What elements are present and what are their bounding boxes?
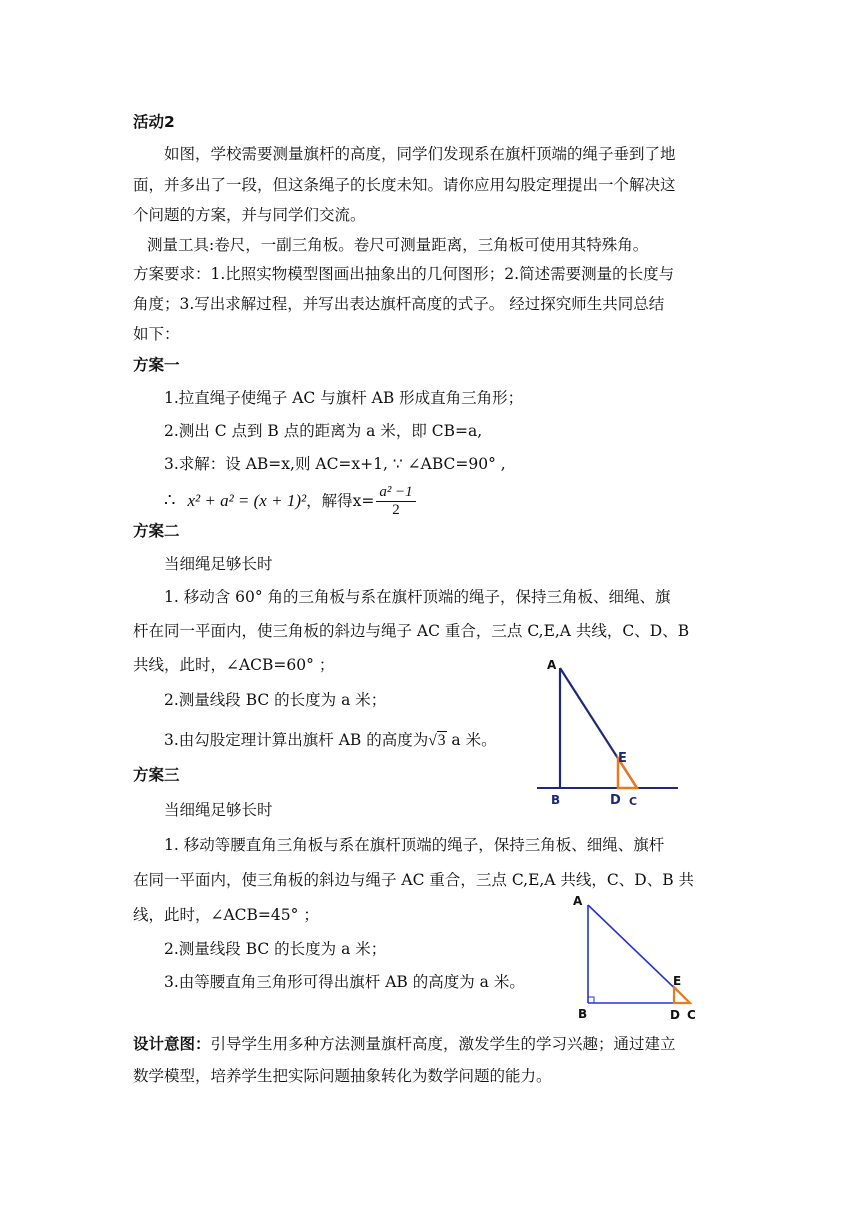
- label-c: C: [629, 795, 638, 808]
- plan2-step1-line-2: 杆在同一平面内，使三角板的斜边与绳子 AC 重合，三点 C,E,A 共线，C、D、B: [133, 622, 690, 640]
- design-intent-line-2: 数学模型，培养学生把实际问题抽象转化为数学问题的能力。: [133, 1067, 552, 1085]
- plan3-title: 方案三: [133, 766, 180, 784]
- plan2-step3-suffix: a 米。: [446, 731, 497, 749]
- requirements-line-2: 角度；3.写出求解过程，并写出表达旗杆高度的式子。 经过探究师生共同总结: [133, 295, 665, 313]
- plan1-fraction: [376, 484, 415, 519]
- right-angle-mark: [588, 997, 594, 1003]
- label-b: B: [551, 793, 561, 807]
- plan1-equation-line: [164, 480, 416, 522]
- plan3-step3: 3.由等腰直角三角形可得出旗杆 AB 的高度为 a 米。: [164, 973, 525, 991]
- set-square-45: [674, 987, 690, 1003]
- plan1-title: 方案一: [133, 356, 180, 374]
- plan1-equation: x² + a² = (x + 1)²: [187, 491, 307, 510]
- plan3-step1-line-2: 在同一平面内，使三角板的斜边与绳子 AC 重合，三点 C,E,A 共线，C、D、B 共: [133, 871, 695, 889]
- intro-line-2: 面，并多出了一段，但这条绳子的长度未知。请你应用勾股定理提出一个解决这: [133, 176, 676, 194]
- label-b: B: [578, 1007, 588, 1020]
- plan2-figure: [535, 652, 685, 808]
- design-intent-label: 设计意图：: [133, 1035, 211, 1053]
- plan1-solve-prefix: ，解得x=: [306, 492, 375, 510]
- sqrt-radicand: 3: [437, 732, 446, 749]
- plan2-step1-line-3: 共线，此时，∠ACB=60° ；: [133, 656, 335, 674]
- tools-text: 测量工具:卷尺，一副三角板。卷尺可测量距离，三角板可使用其特殊角。: [147, 236, 649, 254]
- design-intent-line-1: [133, 1034, 676, 1054]
- plan3-figure: [570, 890, 700, 1020]
- plan1-step2: 2.测出 C 点到 B 点的距离为 a 米，即 CB=a,: [164, 422, 483, 440]
- requirements-line-3: 如下：: [133, 325, 180, 343]
- label-e: E: [618, 751, 627, 766]
- therefore-symbol: ∴: [164, 490, 176, 511]
- label-e: E: [673, 974, 682, 988]
- label-d: D: [670, 1008, 680, 1020]
- intro-line-3: 个问题的方案，并与同学们交流。: [133, 206, 366, 224]
- label-d: D: [610, 793, 621, 808]
- design-intent-text-1: 引导学生用多种方法测量旗杆高度，激发学生的学习兴趣；通过建立: [210, 1035, 676, 1053]
- plan3-step2: 2.测量线段 BC 的长度为 a 米；: [164, 940, 387, 958]
- label-a: A: [547, 658, 557, 672]
- plan1-step3: 3.求解：设 AB=x,则 AC=x+1, ∵ ∠ABC=90° ,: [164, 455, 506, 473]
- plan3-condition: 当细绳足够长时: [164, 801, 273, 819]
- plan2-step1-line-1: 1. 移动含 60° 角的三角板与系在旗杆顶端的绳子，保持三角板、细绳、旗: [164, 588, 671, 606]
- sqrt-symbol: √3: [428, 732, 446, 749]
- plan2-step2: 2.测量线段 BC 的长度为 a 米；: [164, 691, 387, 709]
- label-a: A: [573, 894, 583, 908]
- fraction-numerator: a² −1: [376, 484, 415, 502]
- label-c: C: [687, 1008, 696, 1020]
- requirements-line-1: 方案要求：1.比照实物模型图画出抽象出的几何图形；2.简述需要测量的长度与: [133, 265, 675, 283]
- plan3-step1-line-3: 线，此时，∠ACB=45° ；: [133, 906, 319, 924]
- plan2-step3-prefix: 3.由勾股定理计算出旗杆 AB 的高度为: [164, 731, 429, 749]
- plan2-title: 方案二: [133, 522, 180, 540]
- activity-title: 活动2: [133, 113, 175, 131]
- plan1-step1: 1.拉直绳子使绳子 AC 与旗杆 AB 形成直角三角形；: [164, 389, 524, 407]
- plan3-step1-line-1: 1. 移动等腰直角三角板与系在旗杆顶端的绳子，保持三角板、细绳、旗杆: [164, 836, 665, 854]
- plan2-condition: 当细绳足够长时: [164, 555, 273, 573]
- plan2-step3: [164, 730, 497, 751]
- fraction-denominator: 2: [392, 501, 400, 518]
- intro-line-1: 如图，学校需要测量旗杆的高度，同学们发现系在旗杆顶端的绳子垂到了地: [164, 145, 676, 163]
